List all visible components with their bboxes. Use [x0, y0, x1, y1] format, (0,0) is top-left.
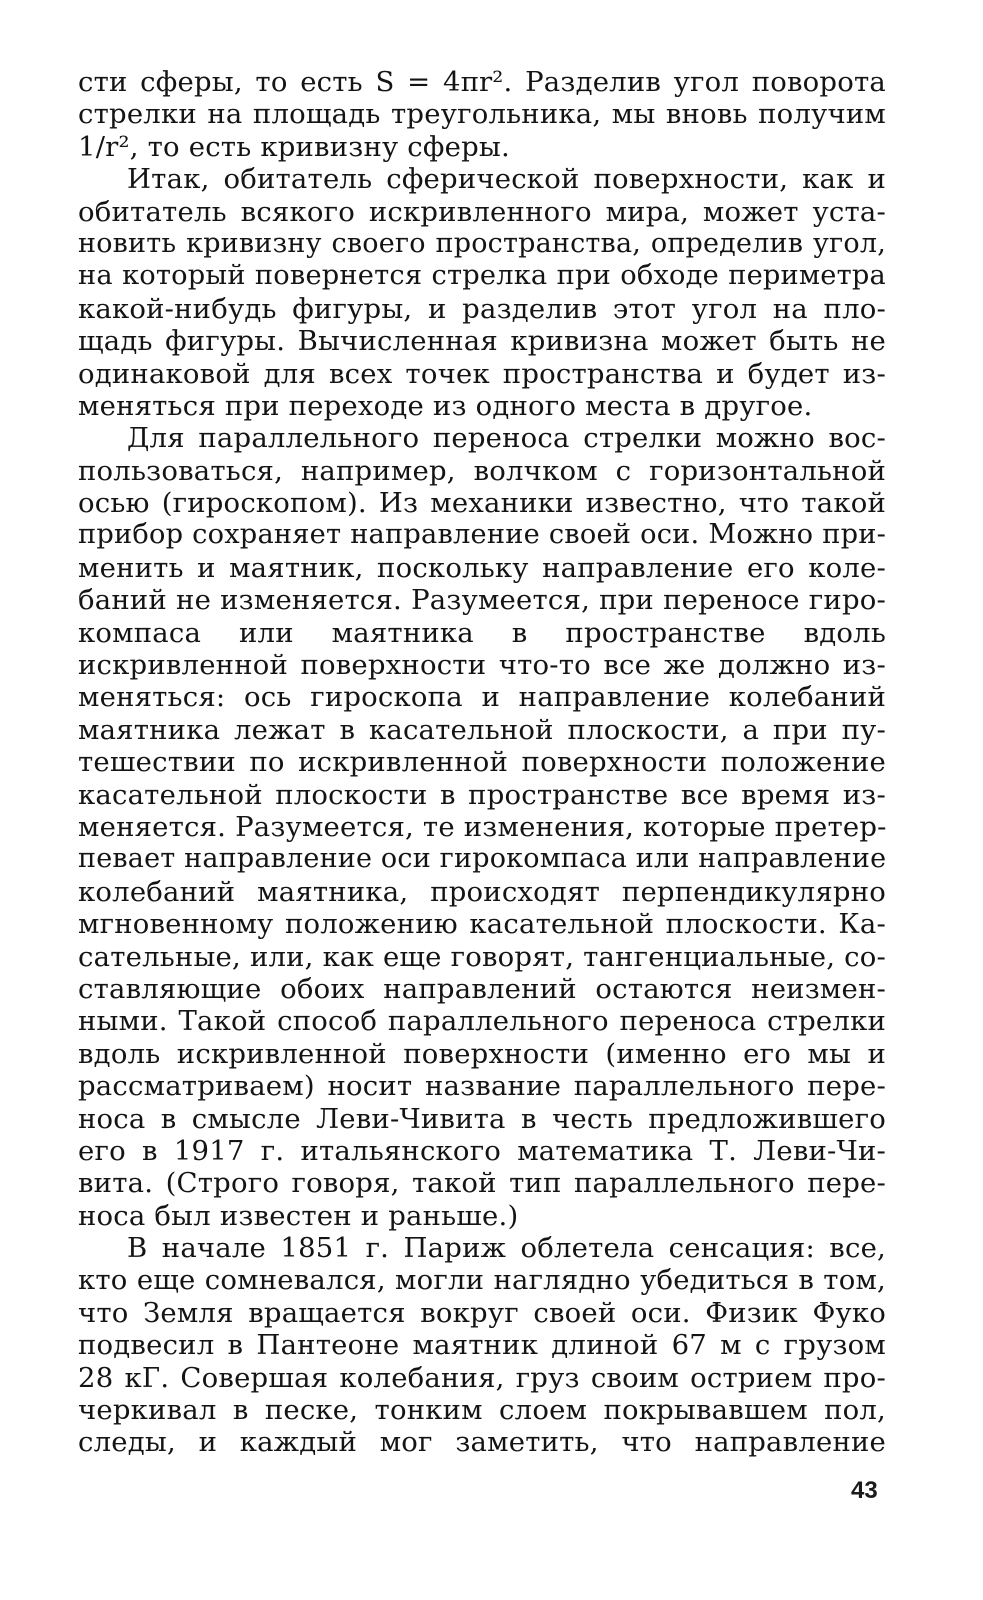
page-number: 43	[851, 1477, 878, 1504]
text-line: 28 кГ. Совершая колебания, груз своим острием про-	[78, 1361, 886, 1394]
page-text	[78, 66, 886, 1459]
text-line: щадь фигуры. Вычисленная кривизна может быть не	[78, 325, 886, 358]
text-line: мгновенному положению касательной плоскости. Ка-	[78, 908, 886, 941]
text-line: прибор сохраняет направление своей оси. Можно при-	[78, 519, 886, 551]
text-line: В начале 1851 г. Париж облетела сенсация: все,	[127, 1232, 886, 1265]
text-line: одинаковой для всех точек пространства и будет из-	[78, 357, 886, 390]
text-line: меняться: ось гироскопа и направление колебаний	[78, 681, 886, 714]
text-line: менить и маятник, поскольку направление его коле-	[78, 551, 886, 584]
text-line: на который повернется стрелка при обходе периметра	[78, 260, 886, 292]
text-line: певает направление оси гирокомпаса или направление	[78, 843, 887, 875]
text-line: носа в смысле Леви-Чивита в честь предложившего	[78, 1102, 886, 1135]
text-line: вдоль искривленной поверхности (именно его мы и	[78, 1037, 886, 1070]
text-line: Для параллельного переноса стрелки можно вос-	[127, 422, 886, 455]
text-line: меняется. Разумеется, те изменения, которые претер-	[78, 810, 887, 843]
text-line: 1/r², то есть кривизну сферы.	[78, 130, 510, 163]
paragraph-2	[78, 163, 886, 422]
text-line: кто еще сомневался, могли наглядно убедиться в том,	[78, 1264, 886, 1297]
text-line: что Земля вращается вокруг своей оси. Физик Фуко	[78, 1296, 886, 1329]
text-line: сти сферы, то есть S = 4πr². Разделив угол поворота	[78, 66, 886, 98]
text-line: носа был известен и раньше.)	[78, 1199, 519, 1232]
text-line: тешествии по искривленной поверхности положение	[78, 746, 886, 779]
text-line: сательные, или, как еще говорят, тангенциальные, со-	[78, 940, 886, 973]
text-line: осью (гироскопом). Из механики известно, что такой	[78, 487, 886, 520]
paragraph-3	[78, 422, 886, 1232]
text-line: его в 1917 г. итальянского математика Т. Леви-Чи-	[78, 1134, 886, 1167]
text-line: компаса или маятника в пространстве вдоль	[78, 616, 886, 649]
text-line: касательной плоскости в пространстве все время из-	[78, 778, 886, 811]
text-line: новить кривизну своего пространства, определив угол,	[78, 227, 886, 259]
text-line: какой-нибудь фигуры, и разделив этот угол на пло-	[78, 292, 886, 325]
text-line: черкивал в песке, тонким слоем покрывавшем пол,	[78, 1394, 886, 1427]
text-line: колебаний маятника, происходят перпендикулярно	[78, 875, 886, 908]
text-line: обитатель всякого искривленного мира, может уста-	[78, 195, 886, 228]
text-line: Итак, обитатель сферической поверхности, как и	[127, 163, 886, 196]
text-line: следы, и каждый мог заметить, что направление	[78, 1426, 886, 1459]
paragraph-1	[78, 66, 886, 163]
text-line: рассматриваем) носит название параллельного пере-	[78, 1070, 886, 1103]
text-line: ставляющие обоих направлений остаются неизмен-	[78, 972, 886, 1005]
text-line: меняться при переходе из одного места в другое.	[78, 389, 813, 422]
paragraph-4	[78, 1232, 886, 1459]
text-line: маятника лежат в касательной плоскости, а при пу-	[78, 713, 886, 746]
text-line: искривленной поверхности что-то все же должно из-	[78, 649, 886, 682]
text-line: баний не изменяется. Разумеется, при переносе гиро-	[78, 584, 886, 617]
text-line: ными. Такой способ параллельного переноса стрелки	[78, 1005, 886, 1038]
text-line: пользоваться, например, волчком с горизонтальной	[78, 454, 886, 487]
text-line: стрелки на площадь треугольника, мы вновь получим	[78, 98, 886, 131]
text-line: подвесил в Пантеоне маятник длиной 67 м с грузом	[78, 1329, 886, 1362]
text-line: вита. (Строго говоря, такой тип параллельного пере-	[78, 1167, 886, 1200]
